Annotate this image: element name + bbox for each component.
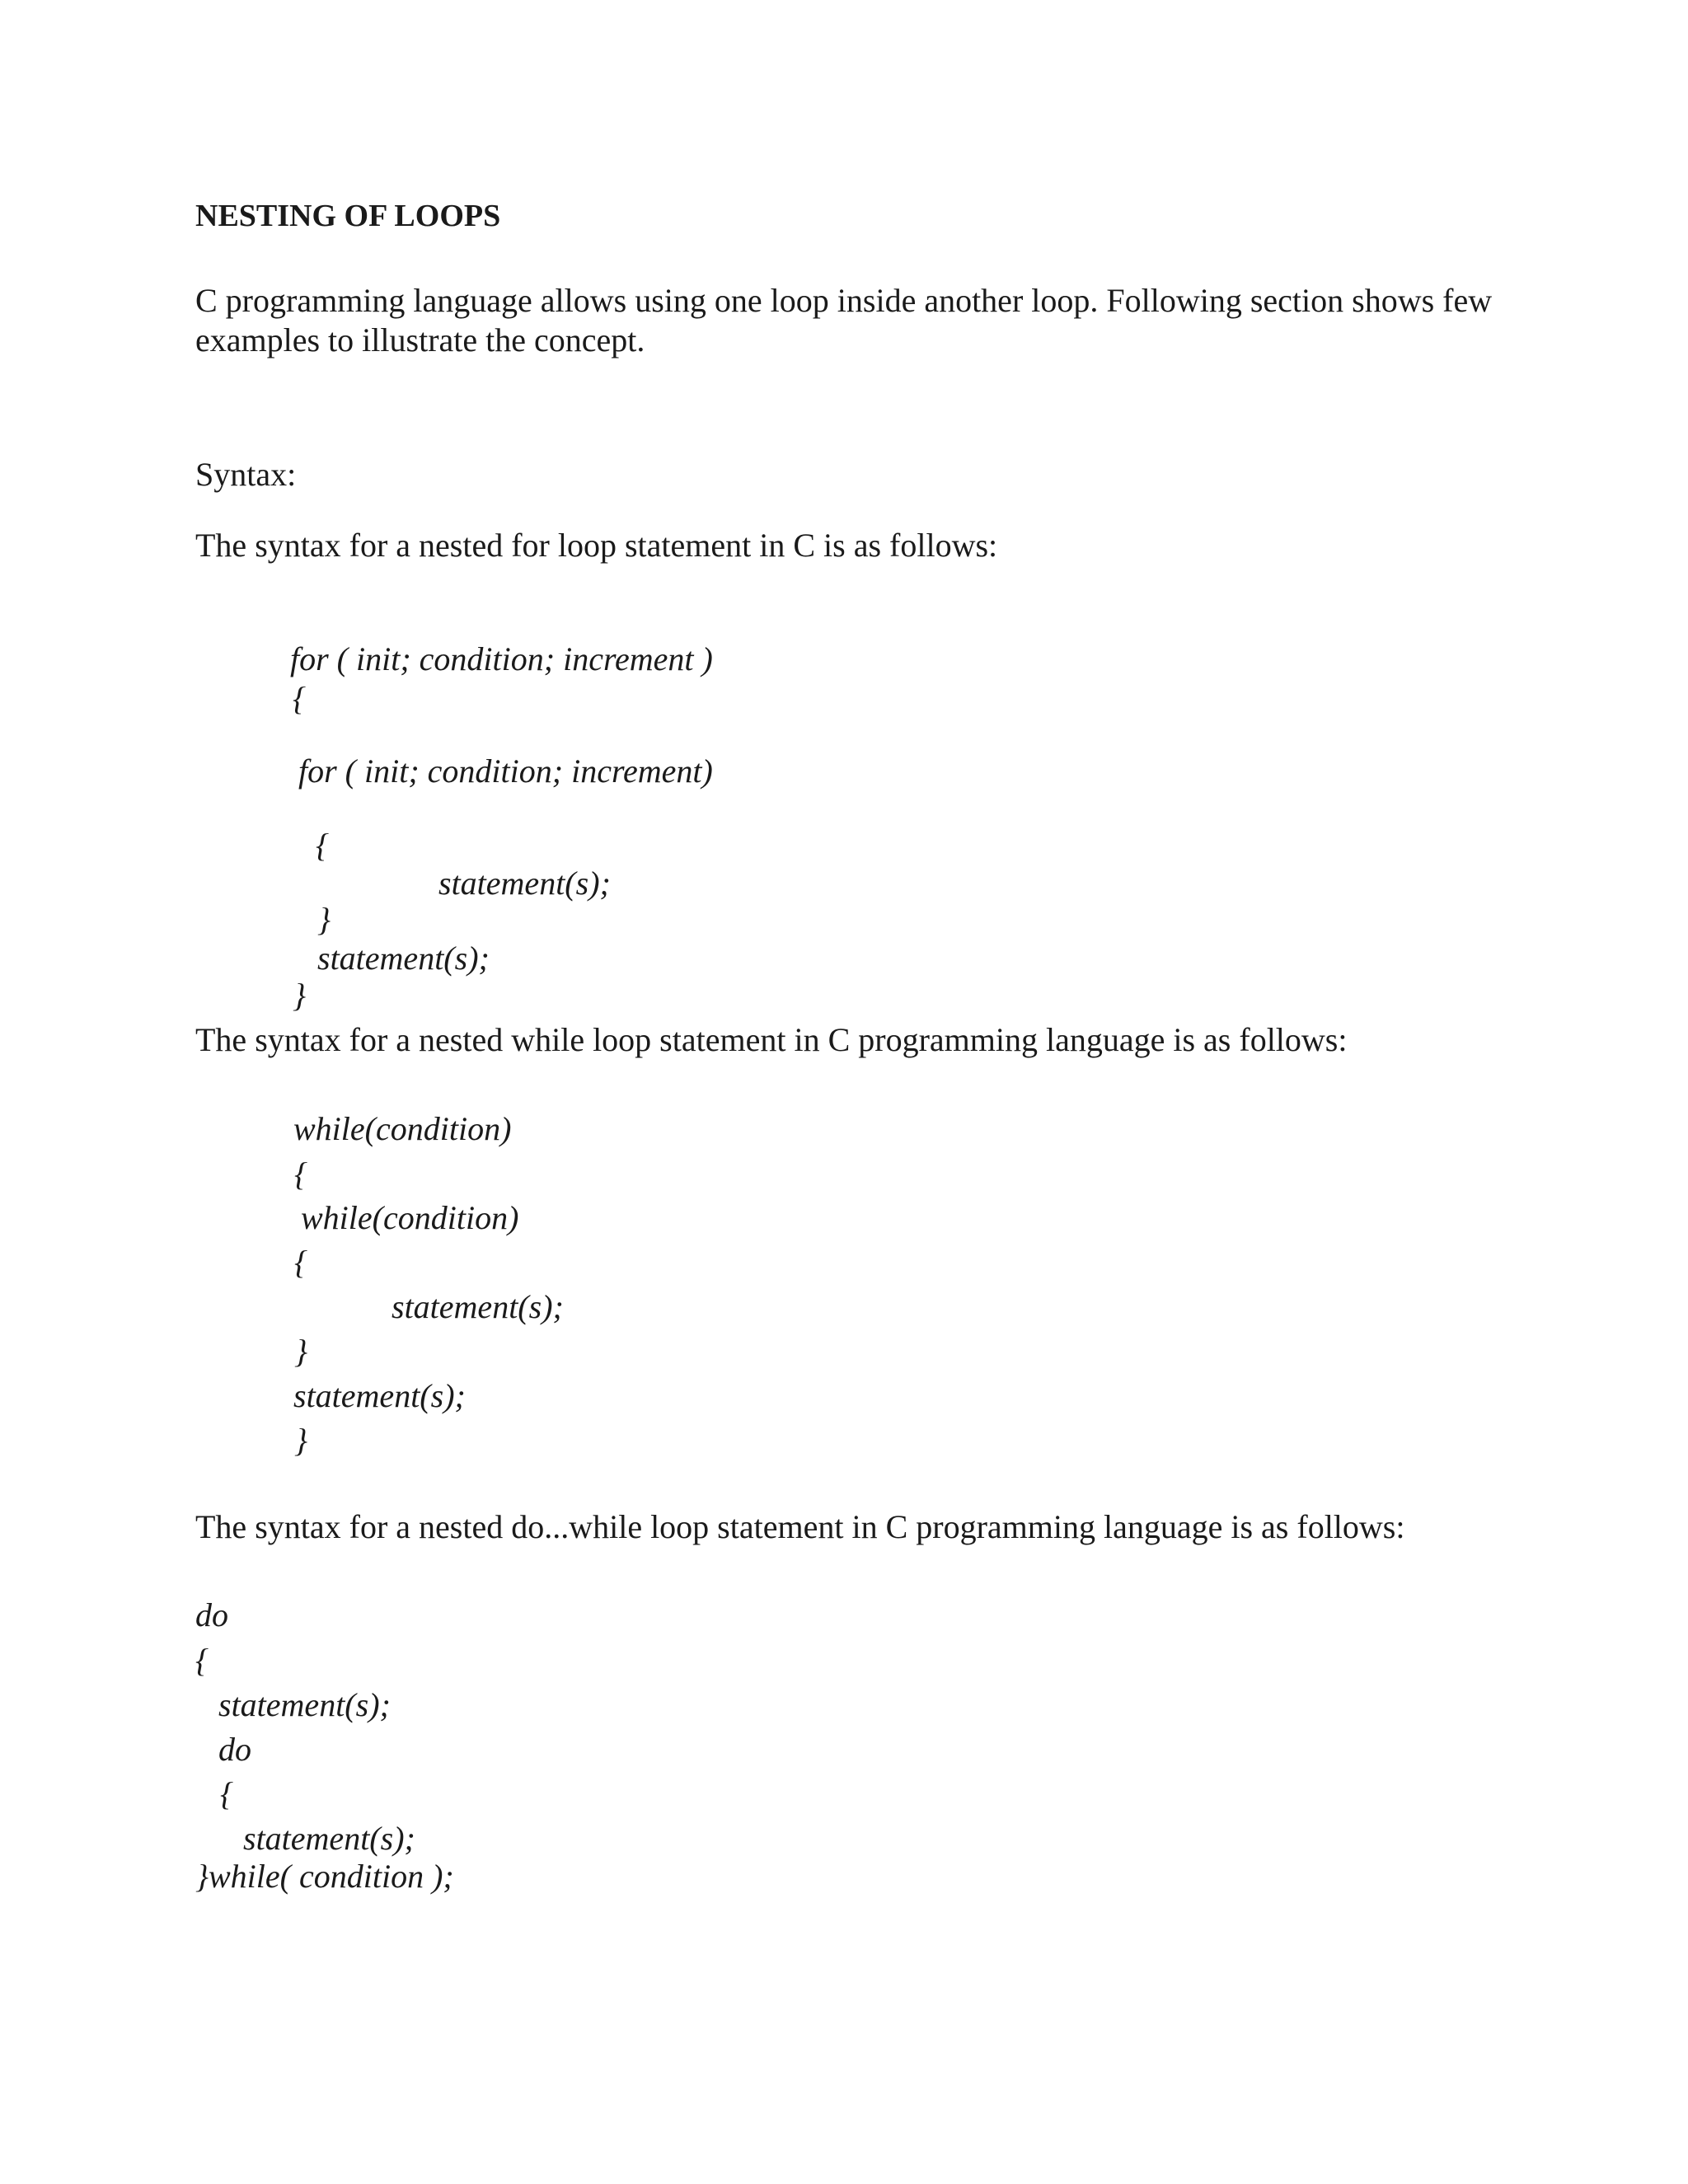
for-code-line-5: statement(s); [438, 865, 611, 902]
for-code-line-8: } [293, 977, 306, 1014]
while-code-line-8: } [294, 1422, 307, 1459]
for-section-intro: The syntax for a nested for loop statement in C is as follows: [195, 527, 998, 564]
dowhile-code-line-1: do [195, 1596, 228, 1633]
for-code-line-6: } [317, 901, 331, 938]
page-title: NESTING OF LOOPS [195, 199, 501, 233]
while-code-line-6: } [294, 1333, 307, 1370]
dowhile-code-line-5: { [220, 1775, 233, 1812]
while-section-intro: The syntax for a nested while loop statement in C programming language is as follows: [195, 1021, 1348, 1058]
for-code-line-1: for ( init; condition; increment ) [290, 640, 713, 677]
for-code-line-3: for ( init; condition; increment) [298, 752, 713, 790]
while-code-line-5: statement(s); [392, 1288, 564, 1325]
intro-line-1: C programming language allows using one loop inside another loop. Following section shows few [195, 282, 1493, 319]
for-code-line-2: { [293, 680, 306, 717]
dowhile-code-line-6: statement(s); [243, 1820, 415, 1857]
dowhile-code-line-3: statement(s); [218, 1686, 391, 1723]
for-code-line-4: { [316, 827, 329, 864]
while-code-line-1: while(condition) [293, 1110, 512, 1147]
dowhile-code-line-4: do [218, 1731, 251, 1768]
dowhile-code-line-2: { [195, 1642, 209, 1679]
while-code-line-2: { [294, 1155, 307, 1193]
while-code-line-7: statement(s); [293, 1377, 466, 1414]
syntax-label: Syntax: [195, 456, 297, 493]
while-code-line-4: { [294, 1244, 307, 1281]
for-code-line-7: statement(s); [317, 940, 490, 977]
dowhile-code-line-7: }while( condition ); [195, 1858, 454, 1895]
intro-line-2: examples to illustrate the concept. [195, 321, 645, 359]
dowhile-section-intro: The syntax for a nested do...while loop statement in C programming language is as follows: [195, 1508, 1405, 1545]
while-code-line-3: while(condition) [301, 1199, 519, 1236]
